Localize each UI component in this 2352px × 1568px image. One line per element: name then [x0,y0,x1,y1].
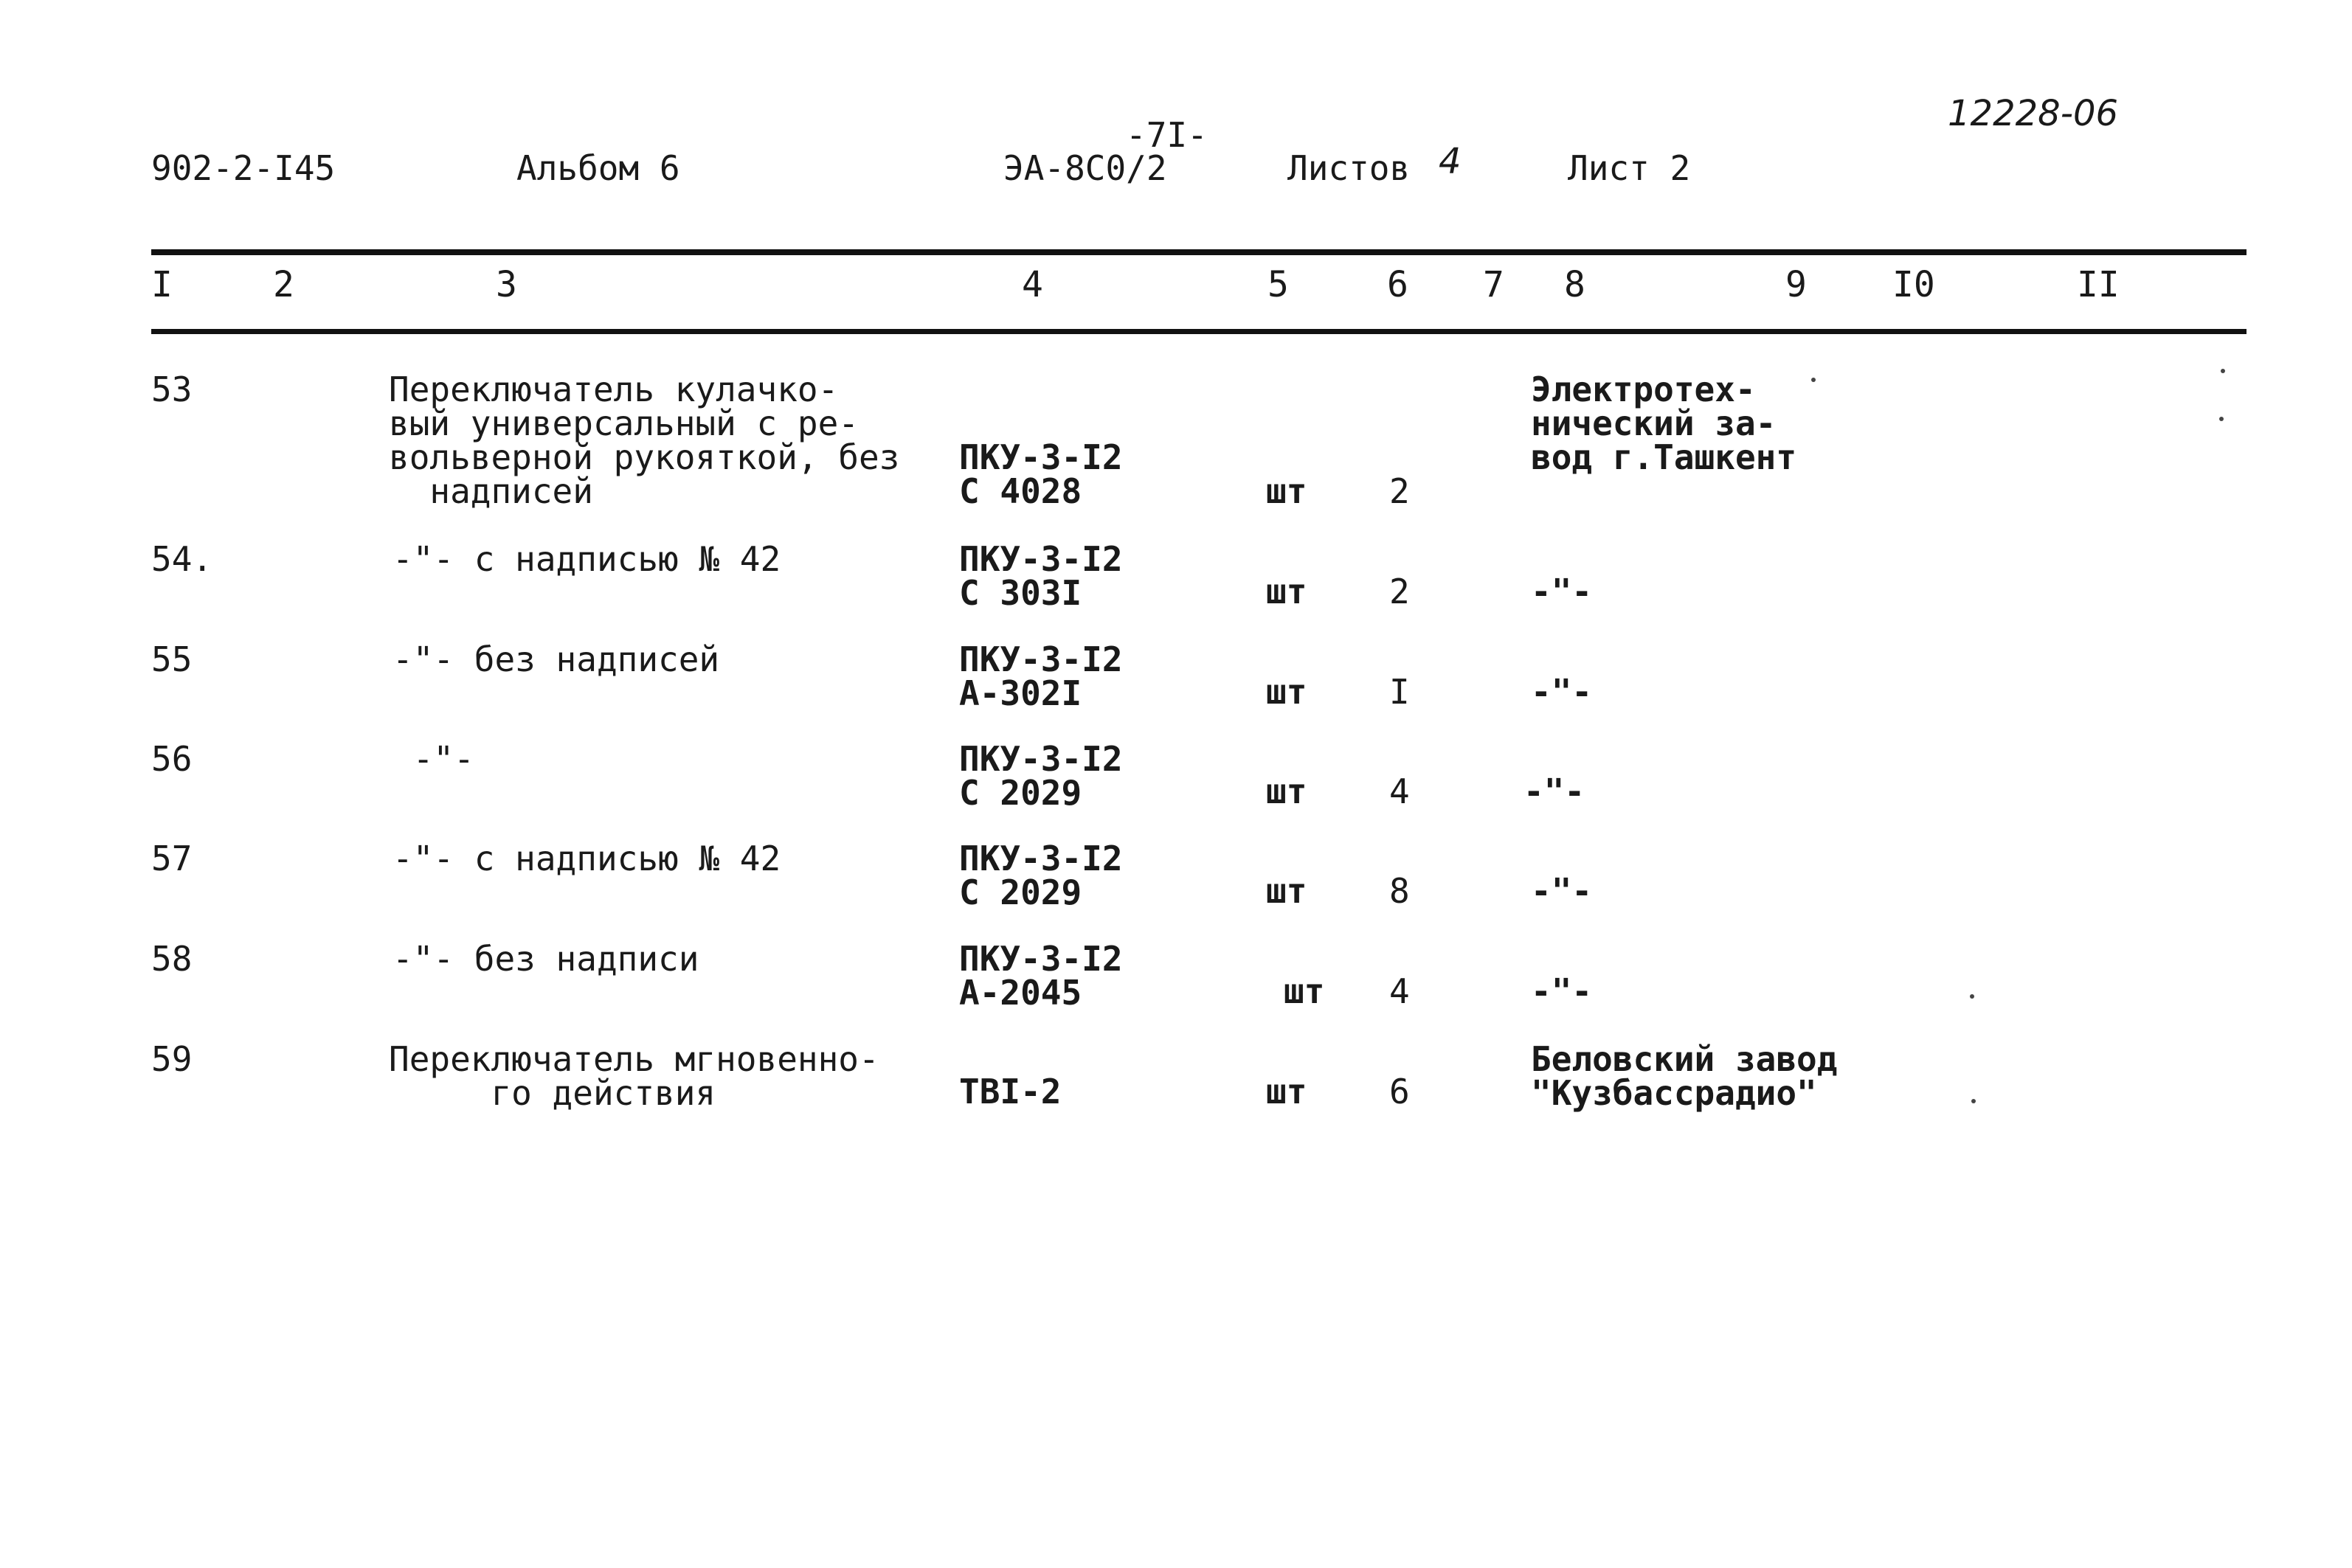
album-label: Альбом 6 [516,148,680,188]
quantity: I [1389,672,1410,712]
item-name: Переключатель мгновенно- го действия [389,1039,879,1113]
page-number: -7I- [1126,115,1208,155]
document-code: 902-2-I45 [151,148,336,188]
unit: шт [1266,471,1307,511]
archive-number: 12228-06 [1948,93,2119,134]
column-number: 6 [1387,264,1408,305]
column-number: 8 [1564,264,1585,305]
unit: шт [1266,871,1307,911]
column-number: 5 [1267,264,1289,305]
manufacturer: -"- [1531,871,1593,911]
unit: шт [1266,672,1307,712]
item-name: -"- с надписью № 42 [392,539,781,579]
item-name: -"- [392,739,474,779]
item-type: ПКУ-3-I2 С 2029 [959,739,1123,813]
row-number: 55 [151,639,193,679]
column-number: 3 [496,264,517,305]
scan-speck [1970,994,1974,999]
row-number: 56 [151,739,193,779]
column-number: 4 [1022,264,1043,305]
scan-speck [1811,378,1816,382]
item-type: ПКУ-3-I2 С 2029 [959,839,1123,912]
manufacturer: Беловский завод "Кузбассрадио" [1531,1039,1838,1113]
column-number: 2 [273,264,294,305]
item-type: ПКУ-3-I2 С 4028 [959,437,1123,511]
quantity: 6 [1389,1072,1410,1111]
item-type: ПКУ-3-I2 А-302I [959,639,1123,713]
row-number: 59 [151,1039,193,1079]
sheets-label: Листов [1287,148,1411,188]
item-type: ПКУ-3-I2 С 303I [959,539,1123,613]
item-type: ТВI-2 [959,1072,1062,1111]
quantity: 8 [1389,871,1410,911]
manufacturer: -"- [1531,672,1593,712]
manufacturer: -"- [1531,971,1593,1011]
manufacturer: -"- [1531,572,1593,611]
row-number: 54. [151,539,213,579]
unit: шт [1266,1072,1307,1111]
sheet-label: Лист 2 [1568,148,1691,188]
quantity: 4 [1389,771,1410,811]
item-name: -"- без надписей [392,639,720,679]
column-number: 9 [1785,264,1807,305]
scan-speck [1971,1099,1976,1103]
column-number: II [2077,264,2120,305]
item-name: -"- без надписи [392,939,699,979]
column-number: I0 [1892,264,1935,305]
manufacturer: Электротех- нический за- вод г.Ташкент [1531,370,1797,477]
row-number: 57 [151,839,193,878]
item-type: ПКУ-3-I2 А-2045 [959,939,1123,1013]
header-bottom-rule [151,329,2246,334]
quantity: 4 [1389,971,1410,1011]
quantity: 2 [1389,572,1410,611]
scan-speck [2221,369,2225,373]
row-number: 53 [151,370,193,409]
column-number: 7 [1483,264,1504,305]
row-number: 58 [151,939,193,979]
sheets-value: 4 [1439,141,1462,182]
unit: шт [1266,572,1307,611]
item-name: Переключатель кулачко- вый универсальный с ре- вольверной рукояткой, без надписей [389,370,900,511]
column-number: I [151,264,173,305]
quantity: 2 [1389,471,1410,511]
unit: шт [1266,771,1307,811]
item-name: -"- с надписью № 42 [392,839,781,878]
unit: шт [1284,971,1325,1011]
drawing-code: ЭА-8С0/2 [1003,148,1167,188]
top-rule [151,249,2246,255]
manufacturer: -"- [1523,771,1585,811]
scan-speck [2219,417,2224,421]
